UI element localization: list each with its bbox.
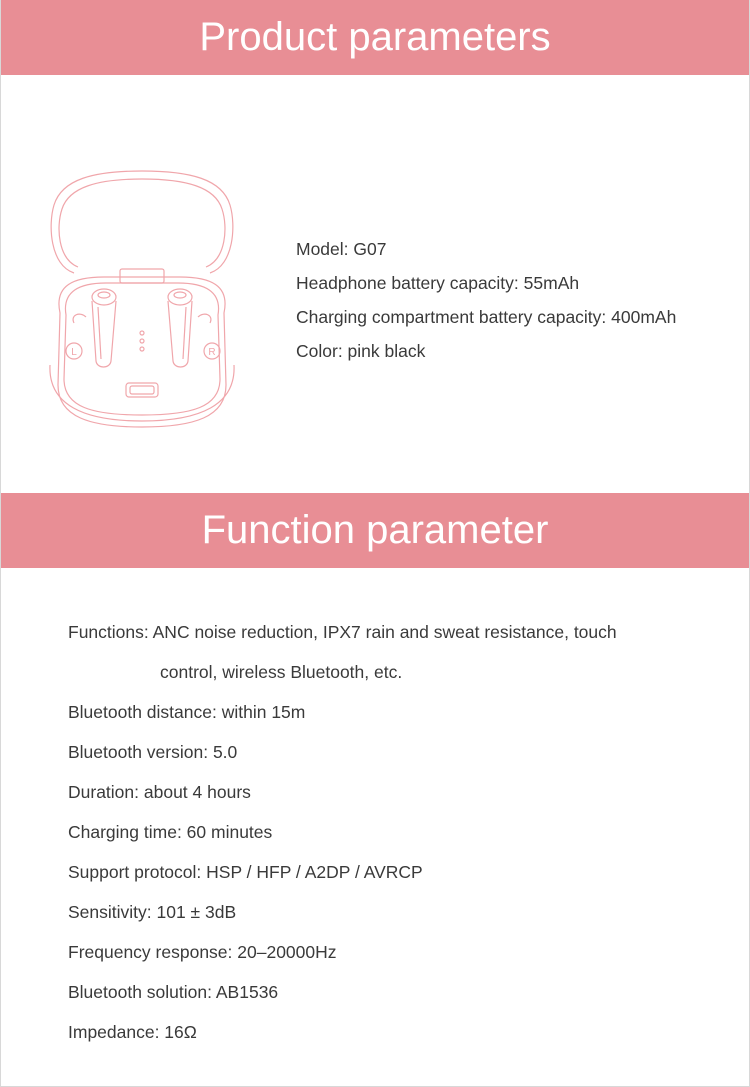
spec-case-battery: Charging compartment battery capacity: 400mAh bbox=[296, 307, 677, 327]
spec-model: Model: G07 bbox=[296, 239, 387, 259]
bluetooth-solution: Bluetooth solution: AB1536 bbox=[68, 982, 279, 1002]
functions-line-2: control, wireless Bluetooth, etc. bbox=[160, 662, 403, 682]
frequency-response: Frequency response: 20–20000Hz bbox=[68, 942, 337, 962]
product-specs bbox=[296, 232, 676, 368]
right-earbud-label: R bbox=[208, 347, 216, 358]
product-parameters-banner bbox=[1, 0, 749, 75]
function-parameter-banner bbox=[1, 493, 749, 568]
spec-color: Color: pink black bbox=[296, 341, 426, 361]
bluetooth-distance: Bluetooth distance: within 15m bbox=[68, 702, 306, 722]
spec-headphone-battery: Headphone battery capacity: 55mAh bbox=[296, 273, 580, 293]
charging-time: Charging time: 60 minutes bbox=[68, 822, 273, 842]
support-protocol: Support protocol: HSP / HFP / A2DP / AVRCP bbox=[68, 862, 423, 882]
sensitivity: Sensitivity: 101 ± 3dB bbox=[68, 902, 237, 922]
left-earbud-label: L bbox=[71, 347, 77, 358]
duration: Duration: about 4 hours bbox=[68, 782, 251, 802]
function-parameter-title: Function parameter bbox=[201, 508, 549, 552]
bluetooth-version: Bluetooth version: 5.0 bbox=[68, 742, 238, 762]
earbuds-case-illustration bbox=[44, 165, 240, 440]
product-parameters-title: Product parameters bbox=[199, 15, 551, 59]
function-list bbox=[68, 612, 617, 1052]
impedance: Impedance: 16Ω bbox=[68, 1022, 197, 1042]
functions-line-1: Functions: ANC noise reduction, IPX7 rain and sweat resistance, touch bbox=[68, 622, 617, 642]
